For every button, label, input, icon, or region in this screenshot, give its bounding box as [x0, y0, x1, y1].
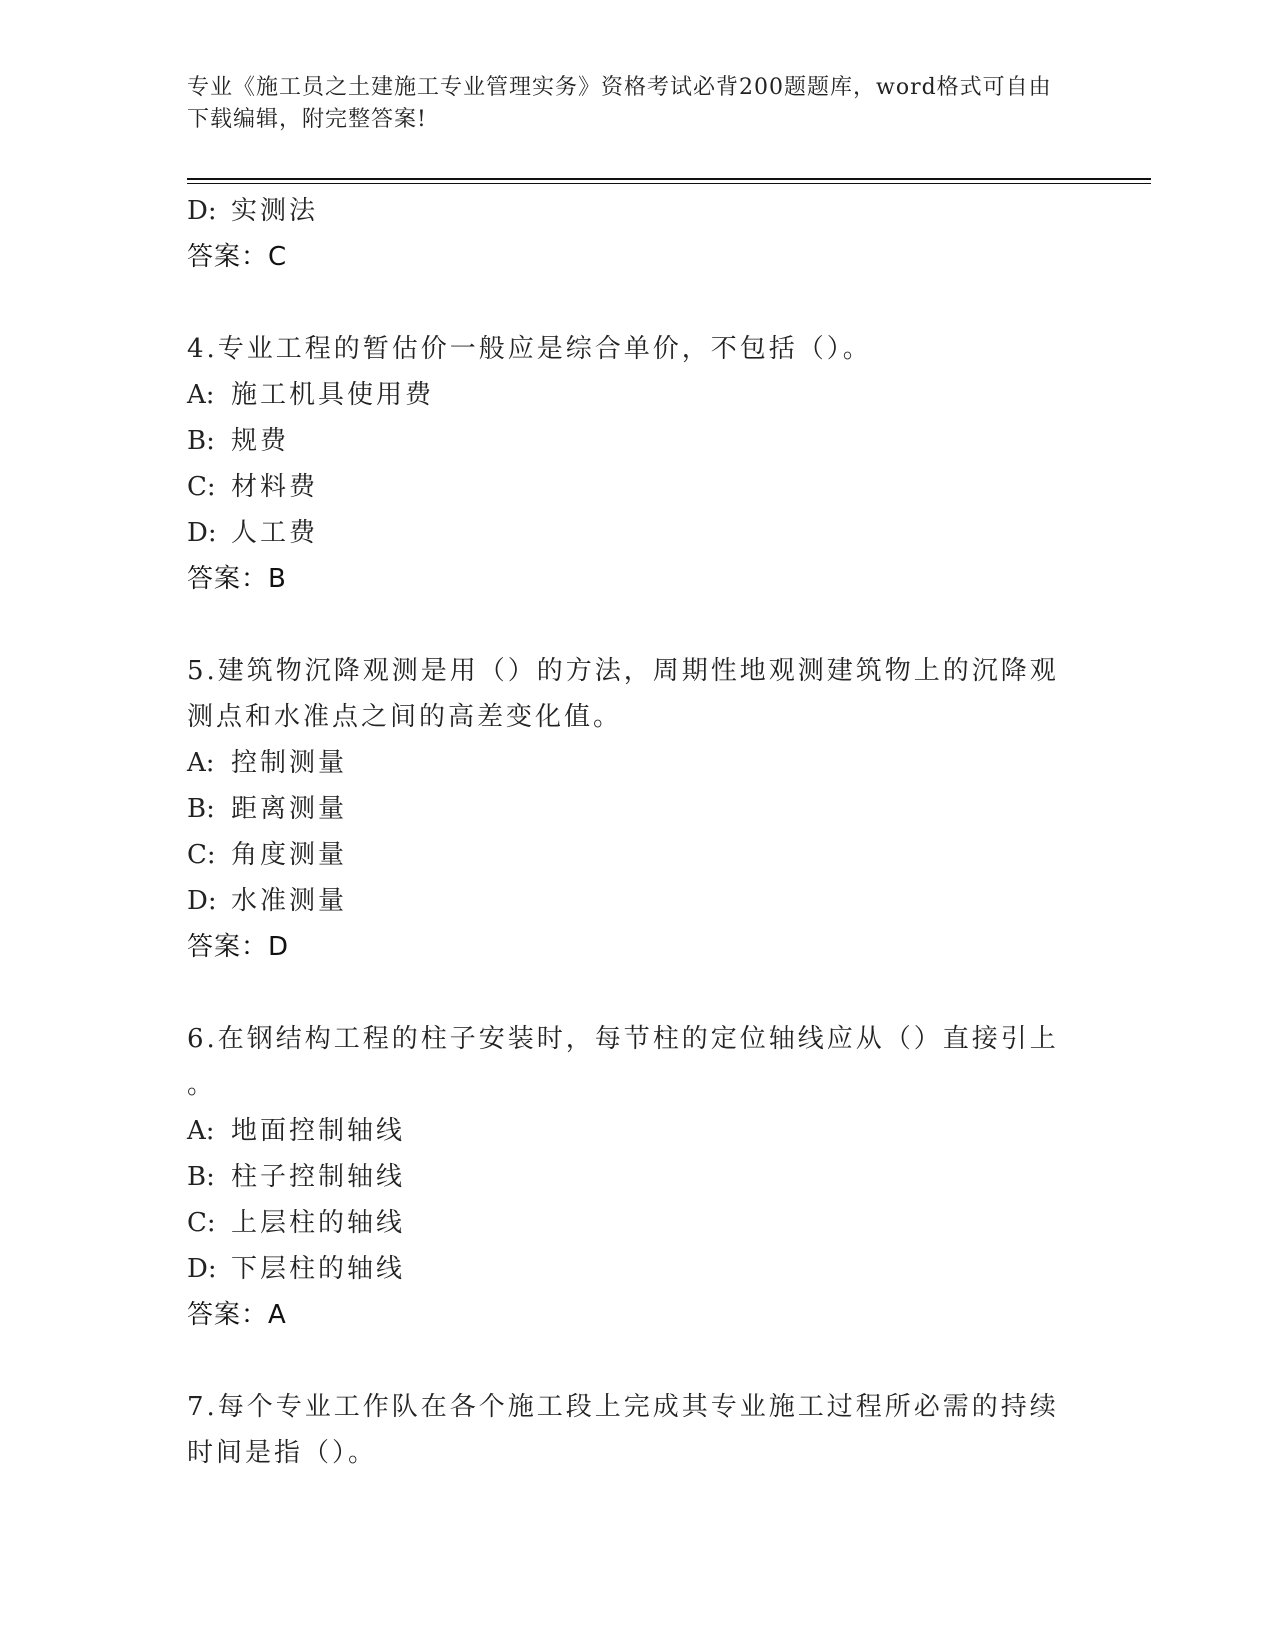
question-stem: 4.专业工程的暂估价一般应是综合单价，不包括（）。 — [187, 334, 872, 364]
option-text: 距离测量 — [231, 794, 348, 824]
option-text: 角度测量 — [231, 840, 348, 870]
option-label: A: — [187, 1116, 215, 1146]
option-d — [187, 1246, 1067, 1292]
option-label: B: — [187, 426, 215, 456]
option-b — [187, 786, 1067, 832]
option-label: B: — [187, 794, 215, 824]
option-label: D: — [187, 886, 217, 916]
document-header: 专业《施工员之土建施工专业管理实务》资格考试必背200题题库，word格式可自由下载编辑，附完整答案! — [187, 75, 1052, 132]
option-label: A: — [187, 748, 215, 778]
option-a — [187, 740, 1067, 786]
option-label: C: — [187, 840, 216, 870]
answer-line: 答案：A — [187, 1300, 287, 1330]
option-label: D: — [187, 196, 217, 226]
option-text: 人工费 — [231, 518, 319, 548]
option-text: 上层柱的轴线 — [231, 1208, 406, 1238]
option-label: C: — [187, 472, 216, 502]
question-stem-line-1: 6.在钢结构工程的柱子安装时，每节柱的定位轴线应从（）直接引上 — [187, 1024, 1059, 1054]
option-label: D: — [187, 1254, 217, 1284]
spacer — [187, 1338, 1067, 1384]
header-rule-thick — [187, 178, 1151, 180]
option-c — [187, 464, 1067, 510]
header-rule-thin — [187, 183, 1151, 184]
option-d — [187, 510, 1067, 556]
question-stem-line-2: 。 — [187, 1070, 217, 1100]
answer-line: 答案：B — [187, 564, 287, 594]
option-label: D: — [187, 518, 217, 548]
question-content — [187, 188, 1067, 1476]
option-c — [187, 1200, 1067, 1246]
option-label: C: — [187, 1208, 216, 1238]
answer-line: 答案：C — [187, 242, 288, 272]
option-label: B: — [187, 1162, 215, 1192]
question-stem-line-2: 测点和水准点之间的高差变化值。 — [187, 702, 623, 732]
question-stem-line-2: 时间是指（）。 — [187, 1438, 378, 1468]
option-label: A: — [187, 380, 215, 410]
option-d — [187, 878, 1067, 924]
spacer — [187, 280, 1067, 326]
option-b — [187, 1154, 1067, 1200]
option-a — [187, 372, 1067, 418]
spacer — [187, 602, 1067, 648]
answer-line: 答案：D — [187, 932, 290, 962]
spacer — [187, 970, 1067, 1016]
option-b — [187, 418, 1067, 464]
option-text: 柱子控制轴线 — [231, 1162, 406, 1192]
option-text: 实测法 — [231, 196, 319, 226]
question-stem-line-1: 7.每个专业工作队在各个施工段上完成其专业施工过程所必需的持续 — [187, 1392, 1059, 1422]
option-text: 规费 — [231, 426, 290, 456]
option-text: 下层柱的轴线 — [231, 1254, 406, 1284]
option-a — [187, 1108, 1067, 1154]
option-text: 材料费 — [231, 472, 319, 502]
option-text: 水准测量 — [231, 886, 348, 916]
option-c — [187, 832, 1067, 878]
option-text: 地面控制轴线 — [231, 1116, 406, 1146]
option-text: 控制测量 — [231, 748, 348, 778]
option-text: 施工机具使用费 — [231, 380, 435, 410]
question-stem-line-1: 5.建筑物沉降观测是用（）的方法，周期性地观测建筑物上的沉降观 — [187, 656, 1059, 686]
option-d — [187, 188, 1067, 234]
